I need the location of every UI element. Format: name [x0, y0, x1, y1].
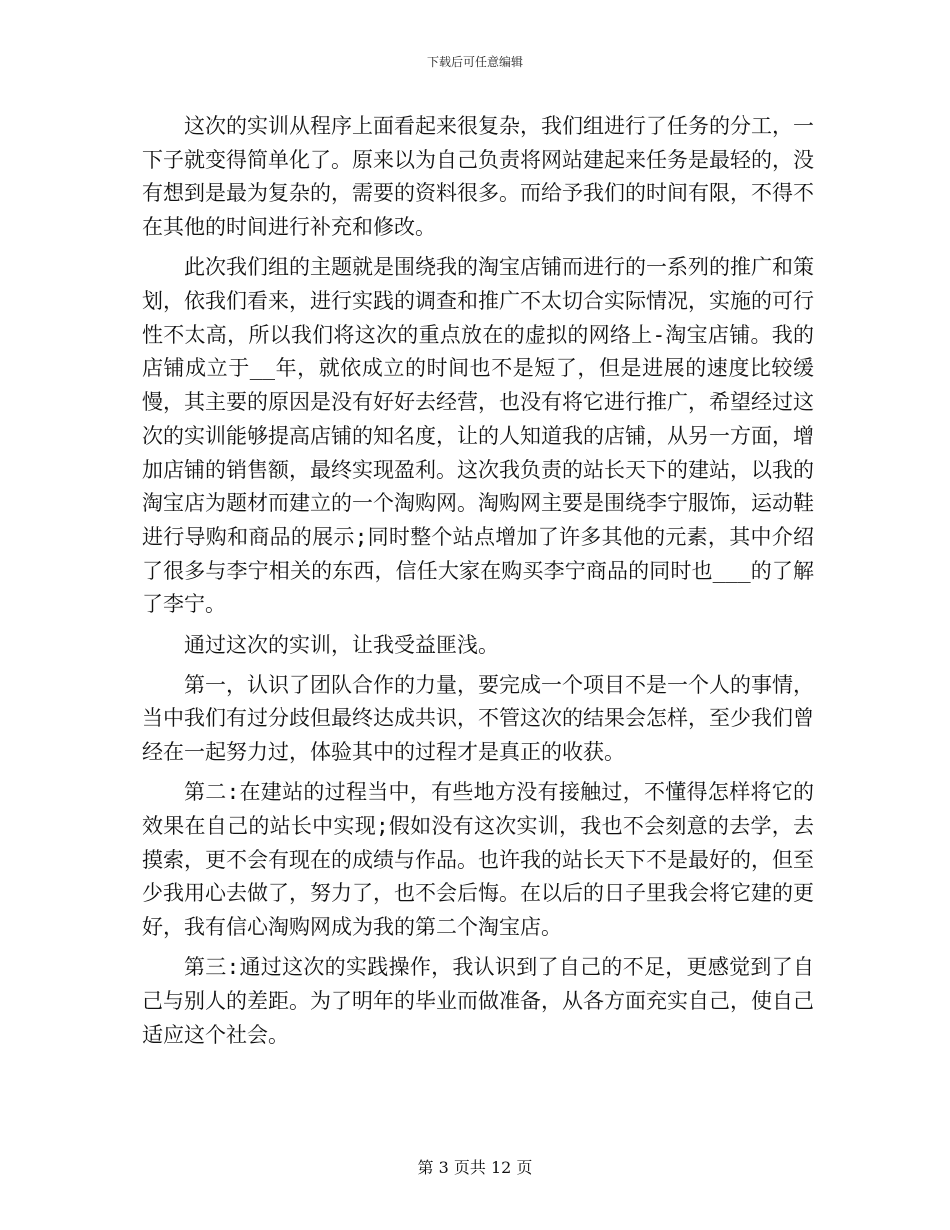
paragraph: 这次的实训从程序上面看起来很复杂，我们组进行了任务的分工，一下子就变得简单化了。原来以为自己负责将网站建起来任务是最轻的，没有想到是最为复杂的，需要的资料很多。而给予我们的时间有限，不得不在其他的时间进行补充和修改。 [142, 114, 814, 240]
paragraph: 第三:通过这次的实践操作，我认识到了自己的不足，更感觉到了自己与别人的差距。为了明年的毕业而做准备，从各方面充实自己，使自己适应这个社会。 [142, 955, 814, 1047]
document-body [142, 110, 814, 1059]
paragraph: 通过这次的实训，让我受益匪浅。 [184, 632, 499, 657]
page-header: 下载后可任意编辑 [426, 55, 523, 69]
paragraph: 第一，认识了团队合作的力量，要完成一个项目不是一个人的事情，当中我们有过分歧但最终达成共识，不管这次的结果会怎样，至少我们曾经在一起努力过，体验其中的过程才是真正的收获。 [142, 672, 814, 765]
page-footer: 第 3 页共 12 页 [417, 1158, 533, 1177]
paragraph: 第二:在建站的过程当中，有些地方没有接触过，不懂得怎样将它的效果在自己的站长中实现;假如没有这次实训，我也不会刻意的去学，去摸索，更不会有现在的成绩与作品。也许我的站长天下不是最好的，但至少我用心去做了，努力了，也不会后悔。在以后的日子里我会将它建的更好，我有信心淘购网成为我的第二个淘宝店。 [142, 780, 814, 940]
paragraph: 此次我们组的主题就是围绕我的淘宝店铺而进行的一系列的推广和策划，依我们看来，进行实践的调查和推广不太切合实际情况，实施的可行性不太高，所以我们将这次的重点放在的虚拟的网络上-淘宝店铺。我的店铺成立于__年，就依成立的时间也不是短了，但是进展的速度比较缓慢，其主要的原因是没有好好去经营，也没有将它进行推广，希望经过这次的实训能够提高店铺的知名度，让的人知道我的店铺，从另一方面，增加店铺的销售额，最终实现盈利。这次我负责的站长天下的建站，以我的淘宝店为题材而建立的一个淘购网。淘购网主要是围绕李宁服饰，运动鞋进行导购和商品的展示;同时整个站点增加了许多其他的元素，其中介绍了很多与李宁相关的东西，信任大家在购买李宁商品的同时也___的了解了李宁。 [142, 255, 814, 617]
